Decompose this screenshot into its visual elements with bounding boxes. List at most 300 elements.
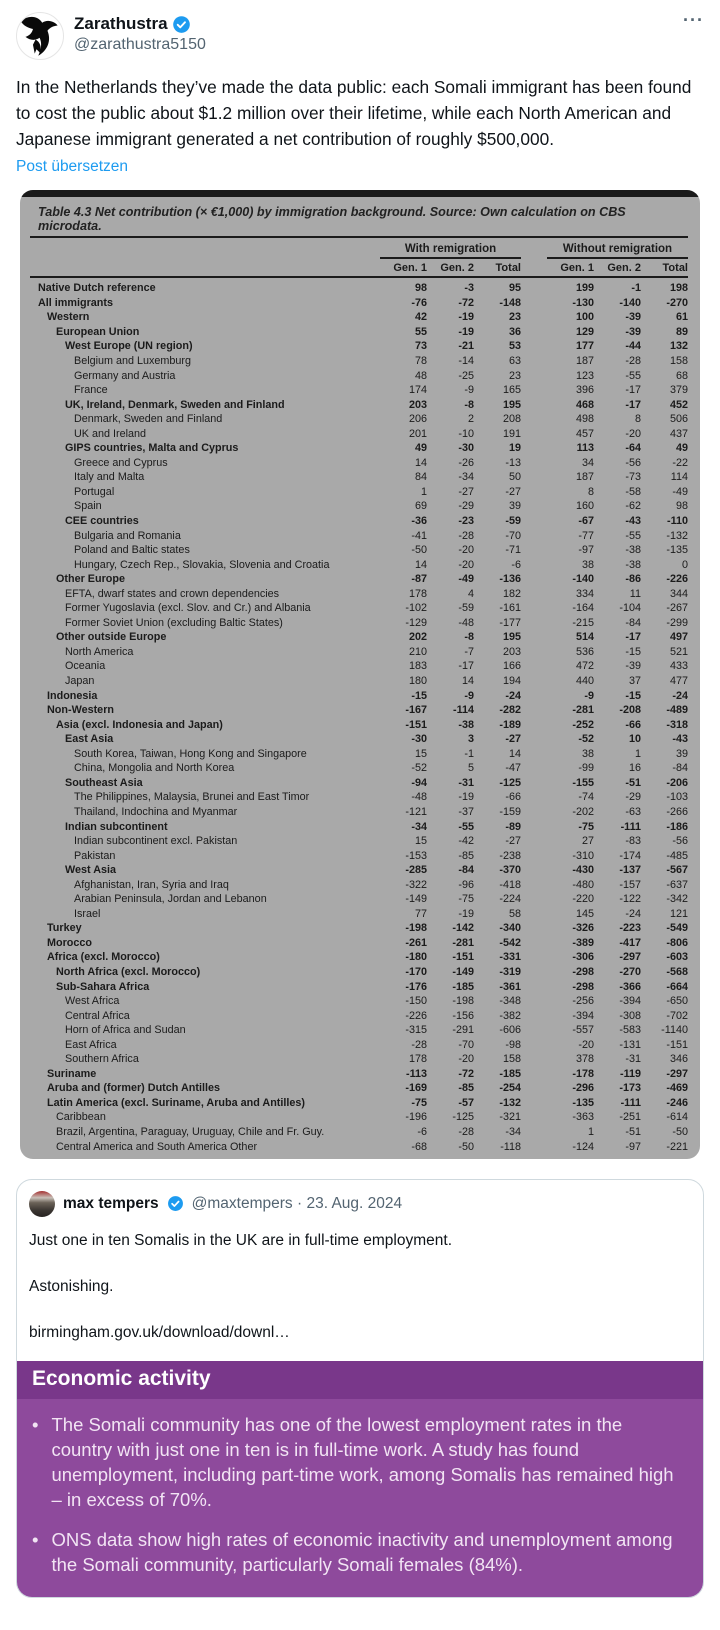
row-value: -21 (458, 340, 474, 353)
row-value: -149 (405, 893, 427, 906)
quote-media-image[interactable] (17, 1361, 703, 1597)
table-row (30, 921, 688, 936)
row-value: -75 (578, 820, 594, 833)
row-value: 95 (508, 282, 521, 295)
row-value: 11 (629, 587, 641, 600)
row-value: -19 (458, 325, 474, 338)
row-value: 38 (581, 747, 594, 760)
row-value: -370 (499, 864, 521, 877)
row-value: -55 (625, 369, 641, 382)
row-value: -76 (411, 296, 427, 309)
row-value: -702 (666, 1009, 688, 1022)
row-value: -251 (619, 1111, 641, 1124)
row-value: -49 (672, 485, 688, 498)
row-label: Portugal (74, 485, 115, 498)
quoted-tweet-card[interactable] (16, 1179, 704, 1598)
row-value: 68 (675, 369, 688, 382)
row-value: -142 (452, 922, 474, 935)
row-label: Horn of Africa and Sudan (65, 1024, 186, 1037)
row-value: -157 (619, 878, 641, 891)
row-value: -38 (458, 718, 474, 731)
row-value: -23 (458, 515, 474, 528)
row-value: -52 (578, 733, 594, 746)
row-value: -73 (625, 471, 641, 484)
row-value: -58 (625, 485, 641, 498)
row-value: -38 (625, 558, 641, 571)
table-row (30, 426, 688, 441)
row-value: 199 (575, 282, 594, 295)
row-label: UK and Ireland (74, 427, 147, 440)
quote-line-2: Astonishing. (29, 1277, 114, 1295)
row-value: 39 (508, 500, 521, 513)
row-value: -176 (405, 980, 427, 993)
row-value: 457 (575, 427, 594, 440)
table-row (30, 1023, 688, 1038)
column-group-without-remigration: Without remigration (547, 243, 688, 259)
row-value: -185 (452, 980, 474, 993)
quote-header (17, 1180, 703, 1221)
row-value: 14 (414, 558, 427, 571)
row-value: 55 (414, 325, 427, 338)
table-inner (20, 197, 700, 1159)
row-value: -208 (619, 704, 641, 717)
avatar[interactable] (16, 12, 64, 60)
row-value: 472 (575, 660, 594, 673)
row-value: -97 (625, 1140, 641, 1153)
row-value: -318 (666, 718, 688, 731)
row-value: -110 (666, 515, 688, 528)
row-value: -71 (505, 544, 521, 557)
row-value: -542 (499, 936, 521, 949)
row-label: Pakistan (74, 849, 116, 862)
row-label: Oceania (65, 660, 106, 673)
row-value: -84 (672, 762, 688, 775)
row-value: -25 (458, 369, 474, 382)
table-row (30, 1008, 688, 1023)
row-value: 84 (414, 471, 427, 484)
row-value: -418 (499, 878, 521, 891)
row-value: -291 (452, 1024, 474, 1037)
row-value: 379 (669, 384, 688, 397)
row-value: -136 (499, 573, 521, 586)
row-value: 77 (414, 907, 427, 920)
table-row (30, 863, 688, 878)
row-value: -43 (672, 733, 688, 746)
row-value: 165 (502, 384, 521, 397)
row-value: 477 (669, 675, 688, 688)
row-value: -185 (499, 1067, 521, 1080)
row-value: -156 (452, 1009, 474, 1022)
table-row (30, 281, 688, 296)
row-value: -49 (458, 573, 474, 586)
row-label: Southeast Asia (65, 776, 143, 789)
table-row (30, 383, 688, 398)
row-value: -224 (499, 893, 521, 906)
row-value: -124 (572, 1140, 594, 1153)
row-value: 49 (414, 442, 427, 455)
table-row (30, 528, 688, 543)
row-label: South Korea, Taiwan, Hong Kong and Singapore (74, 747, 307, 760)
row-value: -164 (572, 602, 594, 615)
row-value: -104 (619, 602, 641, 615)
row-value: -664 (666, 980, 688, 993)
table-row (30, 892, 688, 907)
row-value: -174 (619, 849, 641, 862)
row-value: 34 (581, 456, 594, 469)
table-row (30, 950, 688, 965)
tweet-header (0, 0, 720, 60)
row-value: -170 (405, 965, 427, 978)
row-value: 1 (420, 485, 427, 498)
row-value: 8 (634, 413, 641, 426)
row-value: -55 (625, 529, 641, 542)
row-value: 10 (628, 733, 641, 746)
table-row (30, 1110, 688, 1125)
row-value: -34 (458, 471, 474, 484)
row-value: -113 (405, 1067, 427, 1080)
row-value: -51 (625, 1125, 641, 1138)
row-label: Arabian Peninsula, Jordan and Lebanon (74, 893, 267, 906)
row-value: -340 (499, 922, 521, 935)
row-value: -321 (499, 1111, 521, 1124)
row-value: -48 (458, 616, 474, 629)
media-bullet-text: ONS data show high rates of economic inactivity and unemployment among the Somali community, particularly Somali females (84%). (51, 1528, 673, 1575)
row-value: -56 (672, 835, 688, 848)
media-bullet-item (32, 1527, 677, 1577)
row-value: -22 (672, 456, 688, 469)
row-value: 61 (675, 311, 688, 324)
row-value: -310 (572, 849, 594, 862)
table-row (30, 790, 688, 805)
row-value: -583 (619, 1024, 641, 1037)
table-row (30, 674, 688, 689)
row-value: -331 (499, 951, 521, 964)
row-label: Aruba and (former) Dutch Antilles (47, 1082, 220, 1095)
table-row (30, 412, 688, 427)
row-value: -38 (625, 544, 641, 557)
row-label: CEE countries (65, 515, 139, 528)
row-value: -326 (572, 922, 594, 935)
quote-line-1: Just one in ten Somalis in the UK are in full-time employment. (29, 1231, 452, 1249)
row-value: -59 (505, 515, 521, 528)
row-value: -20 (458, 558, 474, 571)
row-value: 182 (502, 587, 521, 600)
row-value: 73 (414, 340, 427, 353)
row-value: -70 (505, 529, 521, 542)
row-value: -74 (578, 791, 594, 804)
row-value: -70 (458, 1038, 474, 1051)
row-value: -140 (572, 573, 594, 586)
row-value: 4 (467, 587, 474, 600)
row-value: -9 (584, 689, 594, 702)
row-value: 58 (508, 907, 521, 920)
row-value: -196 (405, 1111, 427, 1124)
row-value: -99 (578, 762, 594, 775)
row-value: -363 (572, 1111, 594, 1124)
table-rows (30, 278, 688, 1154)
row-value: -151 (405, 718, 427, 731)
row-label: East Africa (65, 1038, 117, 1051)
row-value: 39 (675, 747, 688, 760)
media-bullet-text: The Somali community has one of the lowest employment rates in the country with just one in ten is in full-time work. A study has found unemployment, including part-time work, among Somalis has remained high – in excess of 70%. (51, 1413, 674, 1510)
media-heading: Economic activity (17, 1361, 703, 1399)
row-value: -66 (625, 718, 641, 731)
row-value: -159 (499, 805, 521, 818)
row-value: -28 (411, 1038, 427, 1051)
row-value: -322 (405, 878, 427, 891)
row-value: 194 (502, 675, 521, 688)
row-value: -567 (666, 864, 688, 877)
row-value: 2 (467, 413, 474, 426)
row-value: -806 (666, 936, 688, 949)
row-label: UK, Ireland, Denmark, Sweden and Finland (65, 398, 285, 411)
row-value: -72 (458, 1067, 474, 1080)
row-label: Indian subcontinent (65, 820, 168, 833)
row-value: -153 (405, 849, 427, 862)
table-row (30, 339, 688, 354)
row-value: -226 (666, 573, 688, 586)
bullet-dot: • (32, 1413, 39, 1435)
row-value: -252 (572, 718, 594, 731)
table-row (30, 1052, 688, 1067)
row-value: 158 (502, 1053, 521, 1066)
tweet-text: In the Netherlands they’ve made the data public: each Somali immigrant has been found to cost the public about $1.2 million over their lifetime, while each North American and Japanese immigrant generated a net contribution of roughly $500,000. (16, 77, 692, 149)
row-value: -39 (625, 325, 641, 338)
row-value: -177 (499, 616, 521, 629)
row-value: -132 (499, 1096, 521, 1109)
row-value: -342 (666, 893, 688, 906)
row-value: -56 (625, 456, 641, 469)
row-value: 8 (587, 485, 594, 498)
row-label: European Union (56, 325, 140, 338)
table-row (30, 296, 688, 311)
row-value: -75 (458, 893, 474, 906)
row-value: -84 (458, 864, 474, 877)
row-value: -9 (464, 689, 474, 702)
quote-link[interactable]: birmingham.gov.uk/download/downl… (29, 1323, 290, 1341)
row-value: -67 (578, 515, 594, 528)
row-value: 48 (414, 369, 427, 382)
user-handle[interactable]: @zarathustra5150 (74, 36, 206, 53)
row-value: 78 (414, 355, 427, 367)
row-value: 178 (408, 1053, 427, 1066)
row-value: 437 (669, 427, 688, 440)
row-value: -151 (666, 1038, 688, 1051)
row-value: -47 (505, 762, 521, 775)
row-value: 497 (669, 631, 688, 644)
row-value: -485 (666, 849, 688, 862)
row-label: West Europe (UN region) (65, 340, 193, 353)
row-value: -366 (619, 980, 641, 993)
row-value: -9 (464, 384, 474, 397)
row-value: 0 (681, 558, 688, 571)
row-value: -298 (572, 965, 594, 978)
row-label: Central America and South America Other (56, 1140, 258, 1153)
row-value: -7 (464, 645, 474, 658)
row-value: -122 (619, 893, 641, 906)
row-value: -75 (411, 1096, 427, 1109)
row-value: -267 (666, 602, 688, 615)
row-value: -299 (666, 616, 688, 629)
row-label: Israel (74, 907, 101, 920)
row-value: -308 (619, 1009, 641, 1022)
row-value: 180 (408, 675, 427, 688)
row-value: -28 (458, 1125, 474, 1138)
row-value: -270 (666, 296, 688, 309)
row-value: -103 (666, 791, 688, 804)
row-value: -30 (458, 442, 474, 455)
row-value: -27 (505, 733, 521, 746)
row-value: -15 (625, 689, 641, 702)
row-value: -28 (625, 355, 641, 367)
row-value: 3 (467, 733, 474, 746)
table-row (30, 659, 688, 674)
table-row (30, 368, 688, 383)
row-value: -24 (625, 907, 641, 920)
row-value: -50 (672, 1125, 688, 1138)
row-value: 506 (669, 413, 688, 426)
row-value: -83 (625, 835, 641, 848)
row-value: 195 (502, 398, 521, 411)
row-value: -261 (405, 936, 427, 949)
table-row (30, 776, 688, 791)
row-value: 536 (575, 645, 594, 658)
row-value: 114 (670, 471, 688, 484)
row-value: -161 (499, 602, 521, 615)
row-value: 334 (575, 587, 594, 600)
table-row (30, 325, 688, 340)
table-row (30, 979, 688, 994)
row-value: -215 (572, 616, 594, 629)
row-value: -77 (578, 529, 594, 542)
row-value: -66 (505, 791, 521, 804)
row-value: -285 (405, 864, 427, 877)
row-value: -121 (405, 805, 427, 818)
table-row (30, 747, 688, 762)
row-label: Spain (74, 500, 102, 513)
row-value: -348 (499, 995, 521, 1008)
row-value: -97 (578, 544, 594, 557)
row-value: -85 (458, 849, 474, 862)
row-label: Asia (excl. Indonesia and Japan) (56, 718, 223, 731)
row-value: -137 (619, 864, 641, 877)
row-value: 187 (575, 471, 594, 484)
row-value: -125 (452, 1111, 474, 1124)
row-label: Southern Africa (65, 1053, 139, 1066)
row-value: -256 (572, 995, 594, 1008)
table-row (30, 572, 688, 587)
row-value: -36 (411, 515, 427, 528)
row-value: -202 (572, 805, 594, 818)
quote-handle: @maxtempers (191, 1194, 293, 1212)
row-value: -64 (625, 442, 641, 455)
more-menu-icon[interactable]: ··· (683, 10, 704, 30)
row-value: 100 (575, 311, 594, 324)
row-label: Suriname (47, 1067, 97, 1080)
row-label: West Asia (65, 864, 117, 877)
row-value: -111 (620, 1096, 641, 1109)
row-label: All immigrants (38, 296, 113, 309)
row-value: 195 (502, 631, 521, 644)
table-row (30, 1125, 688, 1140)
row-value: -86 (625, 573, 641, 586)
row-value: -27 (505, 485, 521, 498)
translate-post-link[interactable]: Post übersetzen (16, 158, 129, 175)
row-value: 210 (408, 645, 427, 658)
row-value: 89 (675, 325, 688, 338)
row-label: Afghanistan, Iran, Syria and Iraq (74, 878, 229, 891)
row-value: -1140 (661, 1024, 688, 1037)
row-value: -85 (458, 1082, 474, 1095)
row-value: -650 (666, 995, 688, 1008)
row-value: -150 (405, 995, 427, 1008)
row-value: -19 (458, 311, 474, 324)
row-value: -131 (619, 1038, 641, 1051)
table-row (30, 1139, 688, 1154)
row-label: France (74, 384, 108, 397)
row-label: Africa (excl. Morocco) (47, 951, 160, 964)
row-value: 468 (575, 398, 594, 411)
table-row (30, 848, 688, 863)
subcol-gen1-b: Gen. 1 (560, 262, 594, 274)
row-value: -130 (572, 296, 594, 309)
media-bullet-list (32, 1412, 677, 1577)
row-value: 14 (461, 675, 474, 688)
media-bullet-item (32, 1412, 677, 1512)
row-value: -226 (405, 1009, 427, 1022)
row-value: -282 (499, 704, 521, 717)
row-value: -149 (452, 965, 474, 978)
row-value: 521 (669, 645, 688, 658)
table-row (30, 310, 688, 325)
row-label: Italy and Malta (74, 471, 145, 484)
row-label: Indonesia (47, 689, 98, 702)
row-value: -198 (452, 995, 474, 1008)
row-value: -96 (458, 878, 474, 891)
name-block (74, 12, 206, 54)
row-value: -306 (572, 951, 594, 964)
row-value: -24 (672, 689, 688, 702)
row-value: 42 (414, 311, 427, 324)
table-image[interactable] (20, 190, 700, 1159)
row-value: -155 (572, 776, 594, 789)
row-label: Western (47, 311, 90, 324)
quote-display-name: max tempers (63, 1194, 159, 1212)
row-value: -297 (619, 951, 641, 964)
row-value: -17 (625, 631, 641, 644)
row-value: -603 (666, 951, 688, 964)
row-value: -20 (458, 544, 474, 557)
row-value: -55 (458, 820, 474, 833)
table-row (30, 877, 688, 892)
row-value: -298 (572, 980, 594, 993)
table-row (30, 616, 688, 631)
table-image-top-border (20, 190, 700, 197)
row-value: 201 (408, 427, 427, 440)
row-label: The Philippines, Malaysia, Brunei and East Timor (74, 791, 310, 804)
row-value: -27 (505, 835, 521, 848)
table-row (30, 703, 688, 718)
table-row (30, 994, 688, 1009)
row-value: -1 (464, 747, 474, 760)
row-value: 187 (575, 355, 594, 367)
row-value: 452 (669, 398, 688, 411)
display-name[interactable]: Zarathustra (74, 14, 168, 33)
row-value: -394 (619, 995, 641, 1008)
row-label: Germany and Austria (74, 369, 176, 382)
table-row (30, 557, 688, 572)
row-value: -102 (405, 602, 427, 615)
